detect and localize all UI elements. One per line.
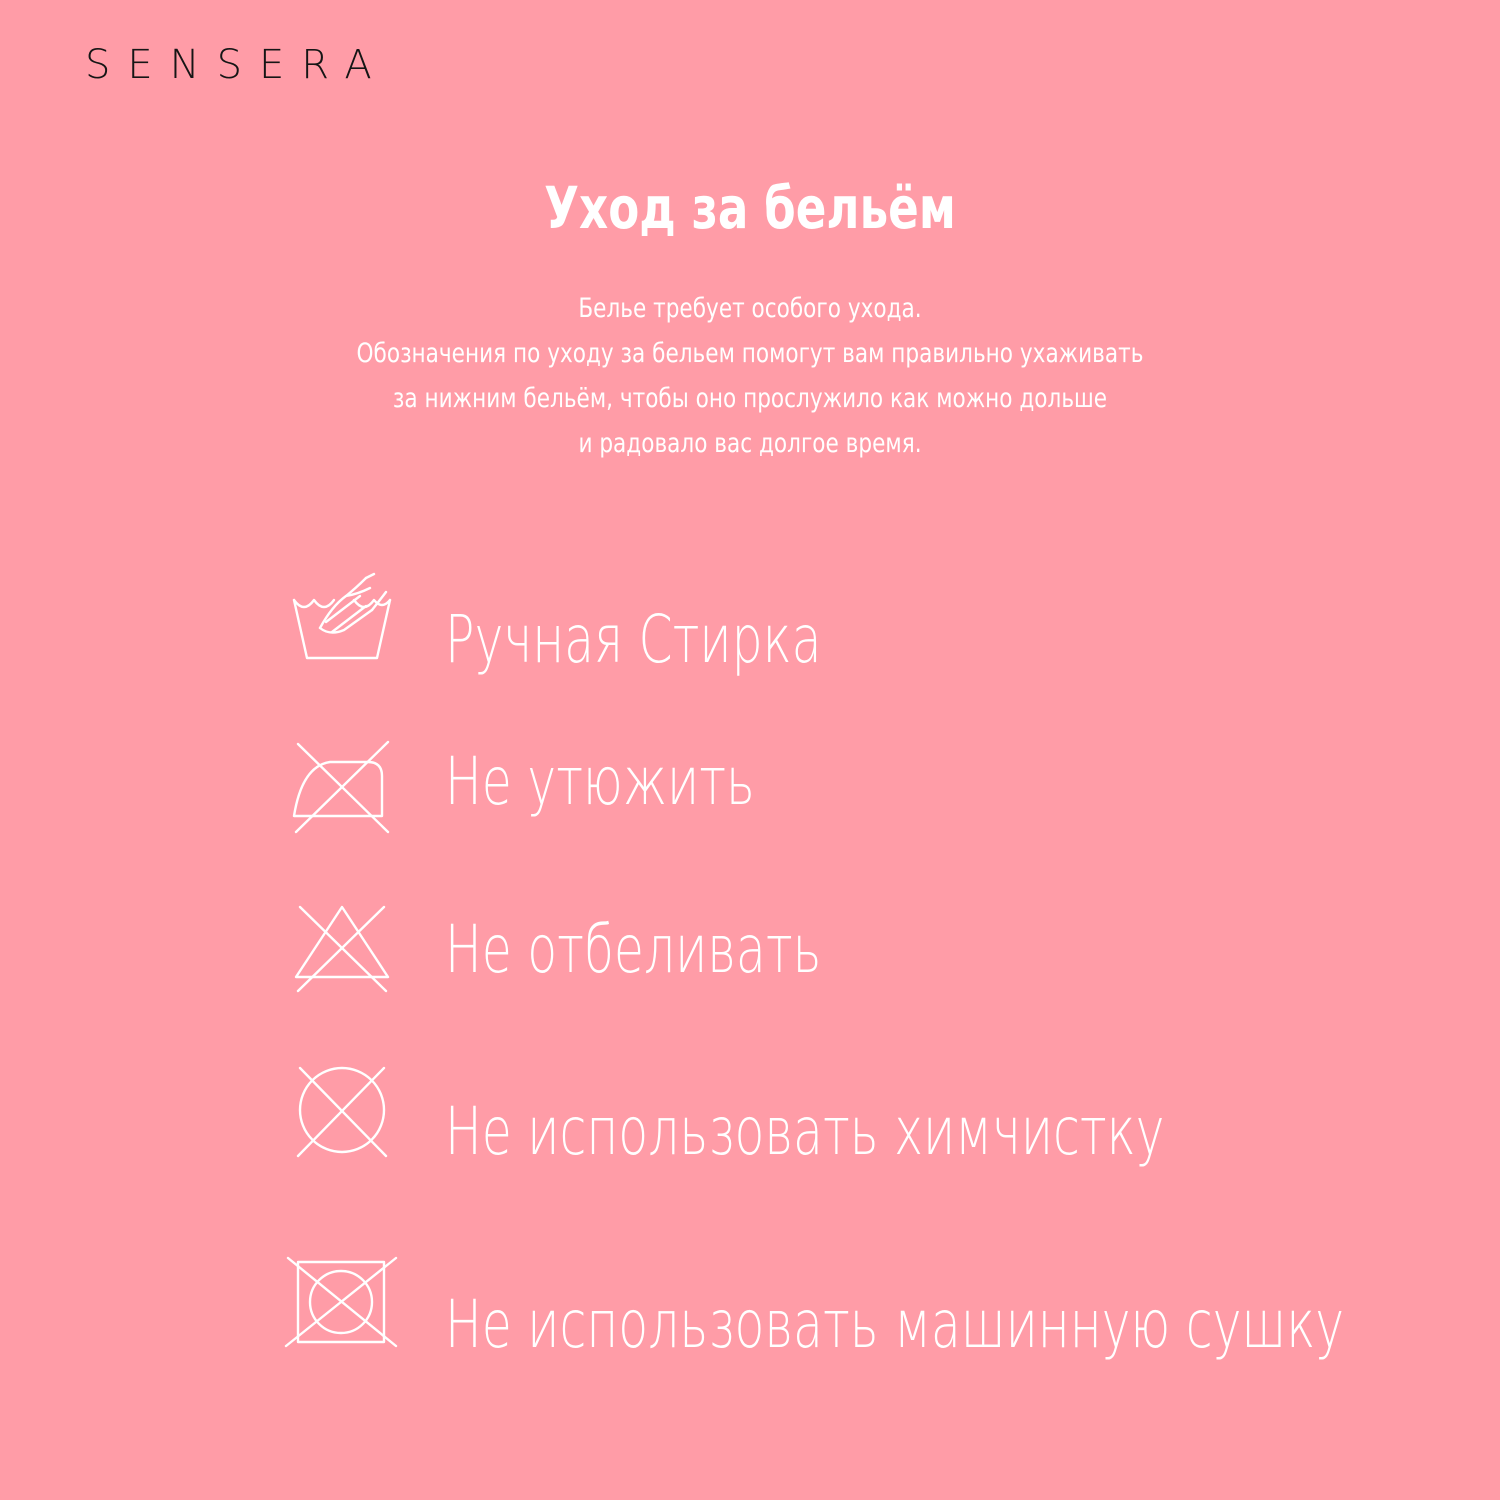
hand-wash-icon [280, 570, 405, 695]
brand-logo: SENSERA [85, 42, 389, 88]
care-item-no-dry-clean [0, 1060, 1500, 1200]
page-title: Уход за бельём [544, 174, 956, 242]
intro-text [150, 286, 1350, 466]
no-dry-clean-icon [280, 1060, 405, 1185]
no-tumble-dry-icon [280, 1254, 405, 1379]
care-item-no-bleach [0, 895, 1500, 1035]
no-iron-icon [280, 732, 405, 857]
care-label: Ручная Стирка [445, 601, 822, 678]
care-label: Не отбеливать [445, 911, 822, 988]
intro-line: за нижним бельём, чтобы оно прослужило как можно дольше [392, 383, 1108, 414]
intro-line: и радовало вас долгое время. [578, 428, 922, 459]
intro-line: Белье требует особого ухода. [578, 293, 922, 324]
care-item-no-tumble-dry [0, 1250, 1500, 1390]
care-label: Не использовать химчистку [445, 1093, 1165, 1170]
no-bleach-icon [280, 895, 405, 1020]
care-item-no-iron [0, 722, 1500, 862]
care-label: Не использовать машинную сушку [445, 1286, 1345, 1363]
care-label: Не утюжить [445, 743, 755, 820]
care-item-hand-wash [0, 570, 1500, 710]
intro-line: Обозначения по уходу за бельем помогут вам правильно ухаживать [356, 338, 1144, 369]
